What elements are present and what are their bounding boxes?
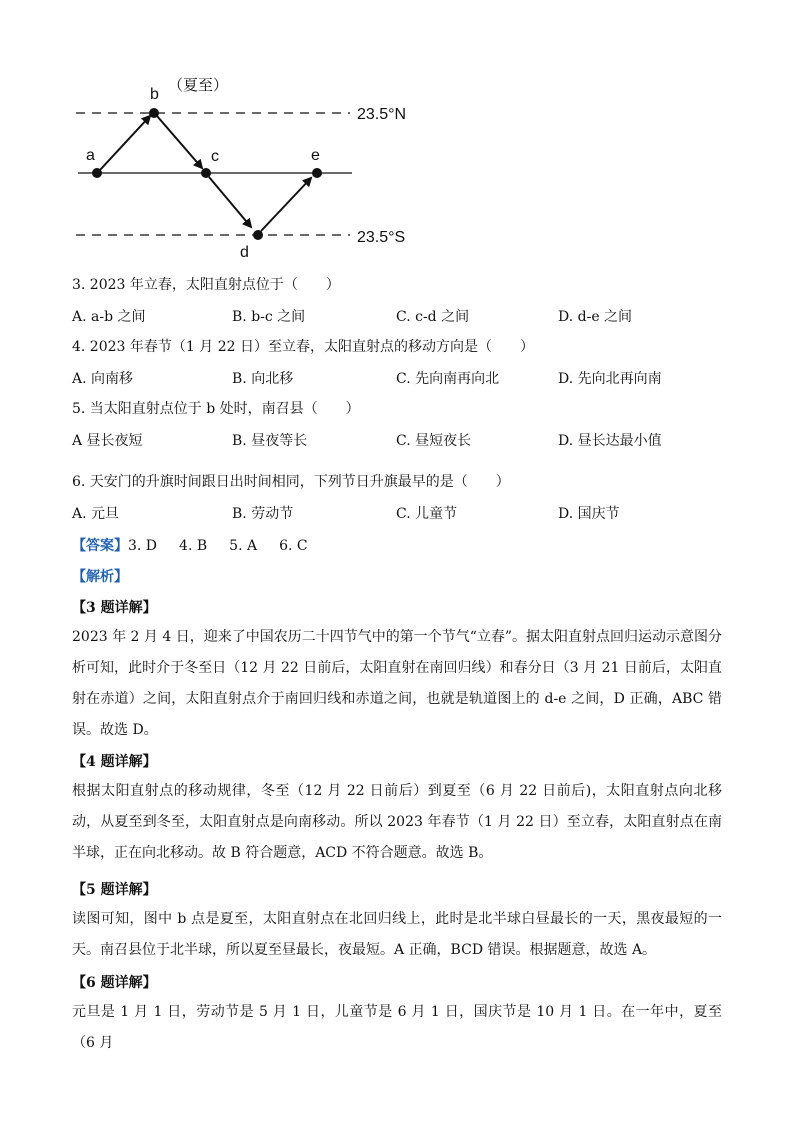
- question-4-option-a[interactable]: A. 向南移: [72, 371, 134, 387]
- question-6-option-a[interactable]: A. 元旦: [72, 506, 120, 522]
- question-6-options: [72, 503, 752, 523]
- arrow-b-to-c: [157, 116, 202, 168]
- question-5-option-b[interactable]: B. 昼夜等长: [232, 433, 308, 449]
- section-3-text: 2023 年 2 月 4 日，迎来了中国农历二十四节气中的第一个节气“立春”。据太阳直射点回归运动示意图分析可知，此时介于冬至日（12 月 22 日前后，太阳直射在南回归线）和春分日（3 月 21 日前后，太阳直射在赤道）之间，太阳直射点介于南回归线和赤道之间，也就是轨道图上的 d-e 之间，D 正确，ABC 错误。故选 D。: [72, 629, 723, 738]
- question-3-options: [72, 306, 752, 326]
- question-3-stem: 3. 2023 年立春，太阳直射点位于（ ）: [72, 277, 340, 293]
- question-4-stem: 4. 2023 年春节（1 月 22 日）至立春，太阳直射点的移动方向是（ ）: [72, 339, 534, 355]
- question-5-option-c[interactable]: C. 昼短夜长: [396, 433, 472, 449]
- arrow-d-to-e: [261, 178, 311, 231]
- label-a: a: [86, 147, 95, 164]
- point-a: [92, 168, 102, 178]
- answer-item: 3. D: [128, 538, 158, 554]
- question-6-stem: 6. 天安门的升旗时间跟日出时间相同，下列节日升旗最早的是（ ）: [72, 474, 510, 490]
- arrow-c-to-d: [209, 177, 251, 227]
- section-6-text: 元旦是 1 月 1 日，劳动节是 5 月 1 日，儿童节是 6 月 1 日，国庆节是 10 月 1 日。在一年中，夏至（6 月: [72, 1004, 722, 1051]
- question-3-option-a[interactable]: A. a-b 之间: [72, 309, 146, 325]
- section-4-text: 根据太阳直射点的移动规律，冬至（12 月 22 日前后）到夏至（6 月 22 日前后)，太阳直射点向北移动，从夏至到冬至，太阳直射点是向南移动。所以 2023 年春节（1 月 22 日）至立春，太阳直射点在南半球，正在向北移动。故 B 符合题意，ACD 不符合题意。故选 B。: [72, 783, 722, 861]
- section-6-title: 【6 题详解】: [72, 975, 157, 991]
- question-6-option-b[interactable]: B. 劳动节: [232, 506, 294, 522]
- section-4-title: 【4 题详解】: [72, 754, 157, 770]
- point-c: [201, 168, 211, 178]
- analysis-label: 【解析】: [72, 569, 128, 585]
- question-5-options: [72, 430, 752, 450]
- point-e: [312, 168, 322, 178]
- question-3-option-c[interactable]: C. c-d 之间: [396, 309, 470, 325]
- label-23-5-n: 23.5°N: [357, 106, 407, 123]
- question-4-options: [72, 368, 752, 388]
- question-6-option-c[interactable]: C. 儿童节: [396, 506, 458, 522]
- section-5-text: 读图可知，图中 b 点是夏至，太阳直射点在北回归线上，此时是北半球白昼最长的一天，黑夜最短的一天。南召县位于北半球，所以夏至昼最长，夜最短。A 正确，BCD 错误。根据题意，故选 A。: [72, 911, 722, 958]
- solar-movement-diagram: [60, 70, 440, 270]
- question-6-option-d[interactable]: D. 国庆节: [558, 506, 620, 522]
- label-e: e: [311, 147, 320, 164]
- label-b: b: [150, 86, 159, 103]
- label-23-5-s: 23.5°S: [357, 229, 406, 246]
- answer-line: [72, 535, 330, 555]
- point-b: [149, 108, 159, 118]
- point-d: [253, 230, 263, 240]
- question-3-option-d[interactable]: D. d-e 之间: [558, 309, 633, 325]
- question-5-option-d[interactable]: D. 昼长达最小值: [558, 433, 662, 449]
- question-4-option-b[interactable]: B. 向北移: [232, 371, 294, 387]
- question-4-option-d[interactable]: D. 先向北再向南: [558, 371, 662, 387]
- arrow-a-to-b: [100, 116, 150, 170]
- section-3-title: 【3 题详解】: [72, 600, 157, 616]
- answer-item: 4. B: [179, 538, 208, 554]
- label-d: d: [240, 244, 249, 261]
- question-3-option-b[interactable]: B. b-c 之间: [232, 309, 306, 325]
- answer-item: 5. A: [229, 538, 258, 554]
- question-4-option-c[interactable]: C. 先向南再向北: [396, 371, 500, 387]
- answer-label: 【答案】: [72, 538, 128, 554]
- section-5-title: 【5 题详解】: [72, 882, 157, 898]
- answer-item: 6. C: [279, 538, 308, 554]
- question-5-stem: 5. 当太阳直射点位于 b 处时，南召县（ ）: [72, 401, 360, 417]
- question-5-option-a[interactable]: A 昼长夜短: [72, 433, 143, 449]
- label-summer-solstice: （夏至）: [168, 77, 229, 94]
- label-c: c: [211, 148, 219, 165]
